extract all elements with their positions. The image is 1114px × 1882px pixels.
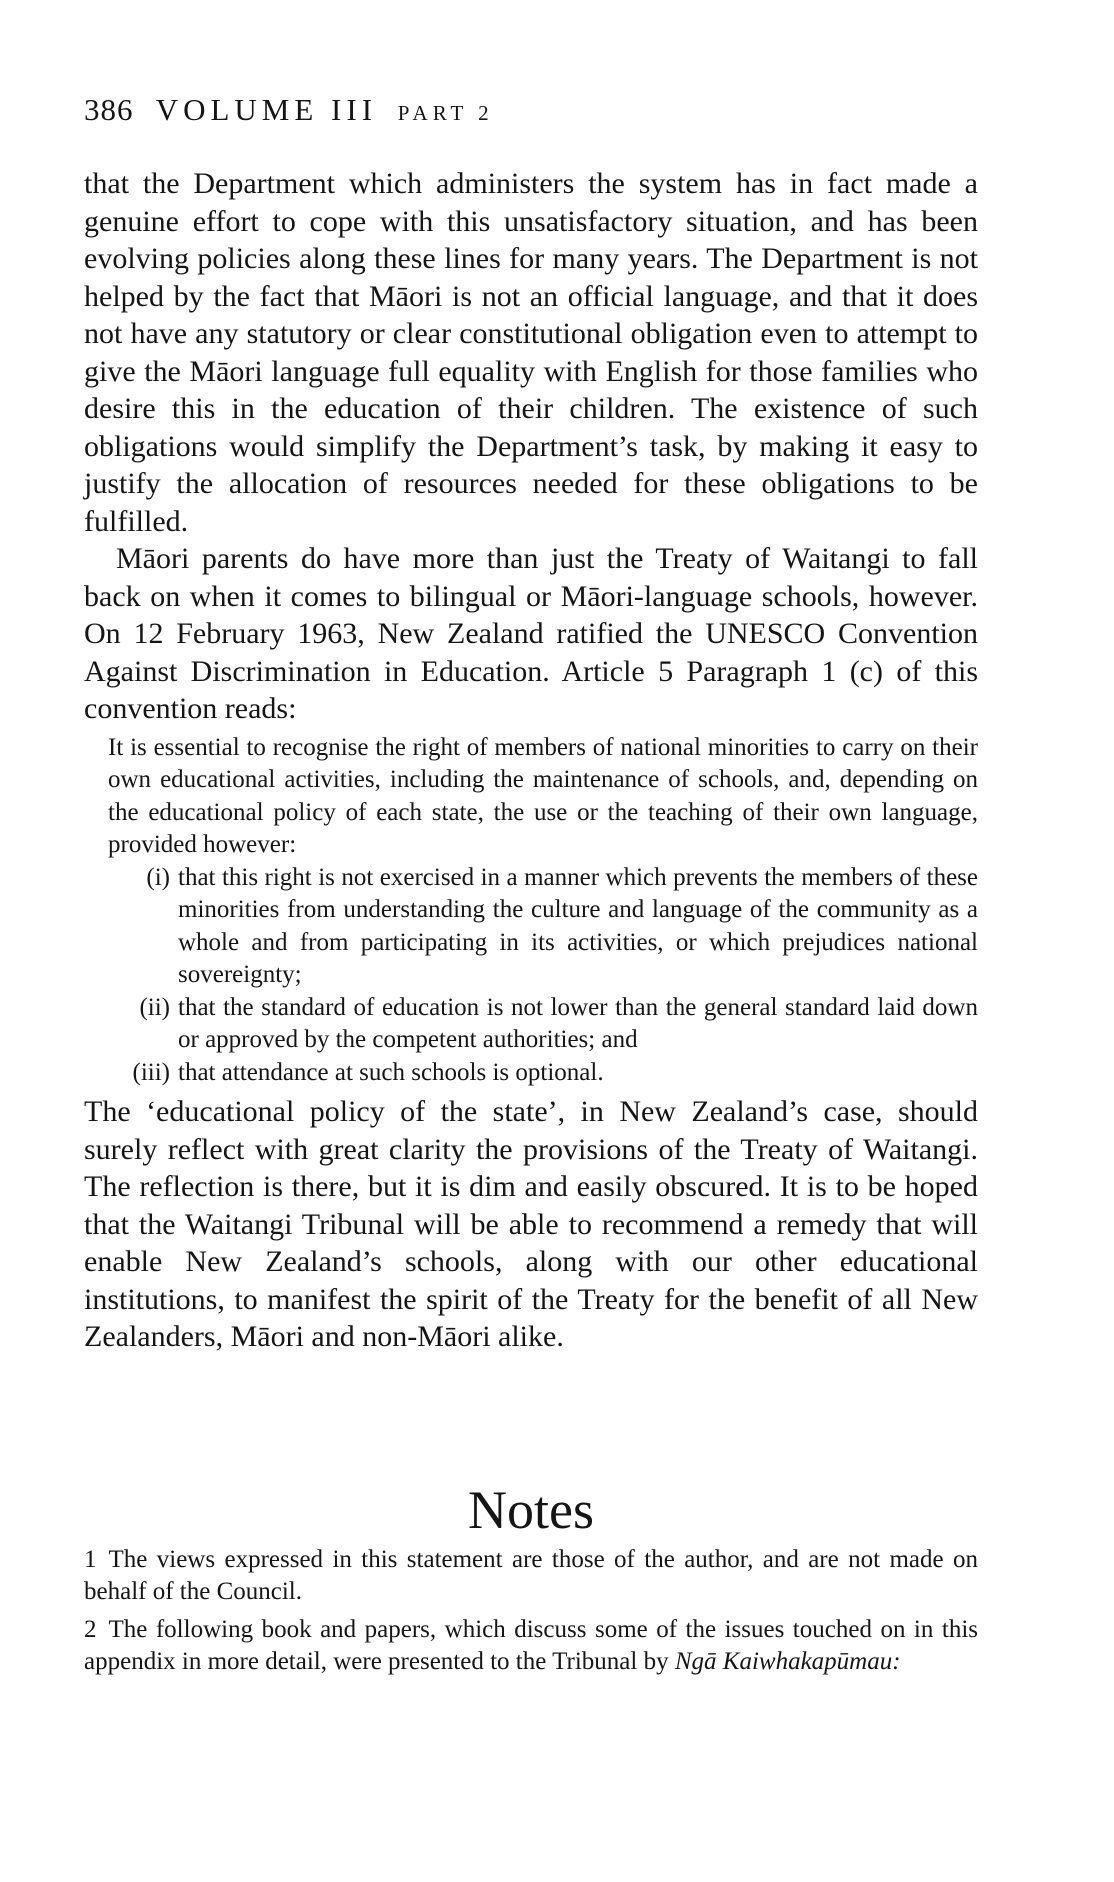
- note-2: [84, 1614, 978, 1678]
- quote-intro: It is essential to recognise the right of members of national minorities to carry on their own educational activities, including the maintenance of schools, and, depending on the educational policy of each state, the use or the teaching of their own language, provided however:: [108, 733, 978, 858]
- quote-item-number: (ii): [139, 993, 170, 1021]
- quote-item-text: that attendance at such schools is optional.: [178, 1058, 604, 1086]
- body-paragraph-2: Māori parents do have more than just the Treaty of Waitangi to fall back on when it comes to bilingual or Māori-language schools, however. On 12 February 1963, New Zealand ratified the UNESCO Convention Against Discrimination in Education. Article 5 Paragraph 1 (c) of this convention reads:: [84, 542, 978, 725]
- quote-item: [108, 1057, 978, 1090]
- part-label: PART 2: [397, 101, 494, 125]
- note-number: 2: [84, 1615, 97, 1643]
- volume-label: VOLUME III: [155, 92, 378, 127]
- body-paragraph-1: that the Department which administers the system has in fact made a genuine effort to cope with this unsatisfactory situation, and has been evolving policies along these lines for many years. The Department is not helped by the fact that Māori is not an official language, and that it does not have any statutory or clear constitutional obligation even to attempt to give the Māori language full equality with English for those families who desire this in the education of their children. The existence of such obligations would simplify the Department’s task, by making it easy to justify the allocation of resources needed for these obligations to be fulfilled.: [84, 167, 978, 538]
- note-text: The following book and papers, which discuss some of the issues touched on in this appendix in more detail, were presented to the Tribunal by: [84, 1615, 978, 1675]
- block-quote: [108, 732, 978, 1090]
- note-text: The views expressed in this statement are those of the author, and are not made on behalf of the Council.: [84, 1545, 978, 1605]
- note-1: [84, 1544, 978, 1608]
- running-header: [84, 92, 978, 131]
- note-number: 1: [84, 1545, 97, 1573]
- note-italic-source: Ngā Kaiwhakapūmau:: [674, 1647, 901, 1675]
- page-number: 386: [84, 92, 134, 127]
- notes-heading: Notes: [468, 1479, 594, 1540]
- quote-item-text: that this right is not exercised in a manner which prevents the members of these minorities from understanding the culture and language of the community as a whole and from participating in its activities, or which prejudices national sovereignty;: [178, 863, 978, 988]
- quote-item-number: (i): [146, 863, 170, 891]
- quote-list: [108, 862, 978, 1090]
- quote-item-number: (iii): [132, 1058, 170, 1086]
- quote-item: [108, 862, 978, 992]
- quote-item: [108, 992, 978, 1057]
- quote-item-text: that the standard of education is not lower than the general standard laid down or approved by the competent authorities; and: [178, 993, 978, 1053]
- document-page: [84, 92, 978, 1684]
- body-paragraph-3: The ‘educational policy of the state’, in New Zealand’s case, should surely reflect with great clarity the provisions of the Treaty of Waitangi. The reflection is there, but it is dim and easily obscured. It is to be hoped that the Waitangi Tribunal will be able to recommend a remedy that will enable New Zealand’s schools, along with our other educational institutions, to manifest the spirit of the Treaty for the benefit of all New Zealanders, Māori and non-Māori alike.: [84, 1095, 978, 1353]
